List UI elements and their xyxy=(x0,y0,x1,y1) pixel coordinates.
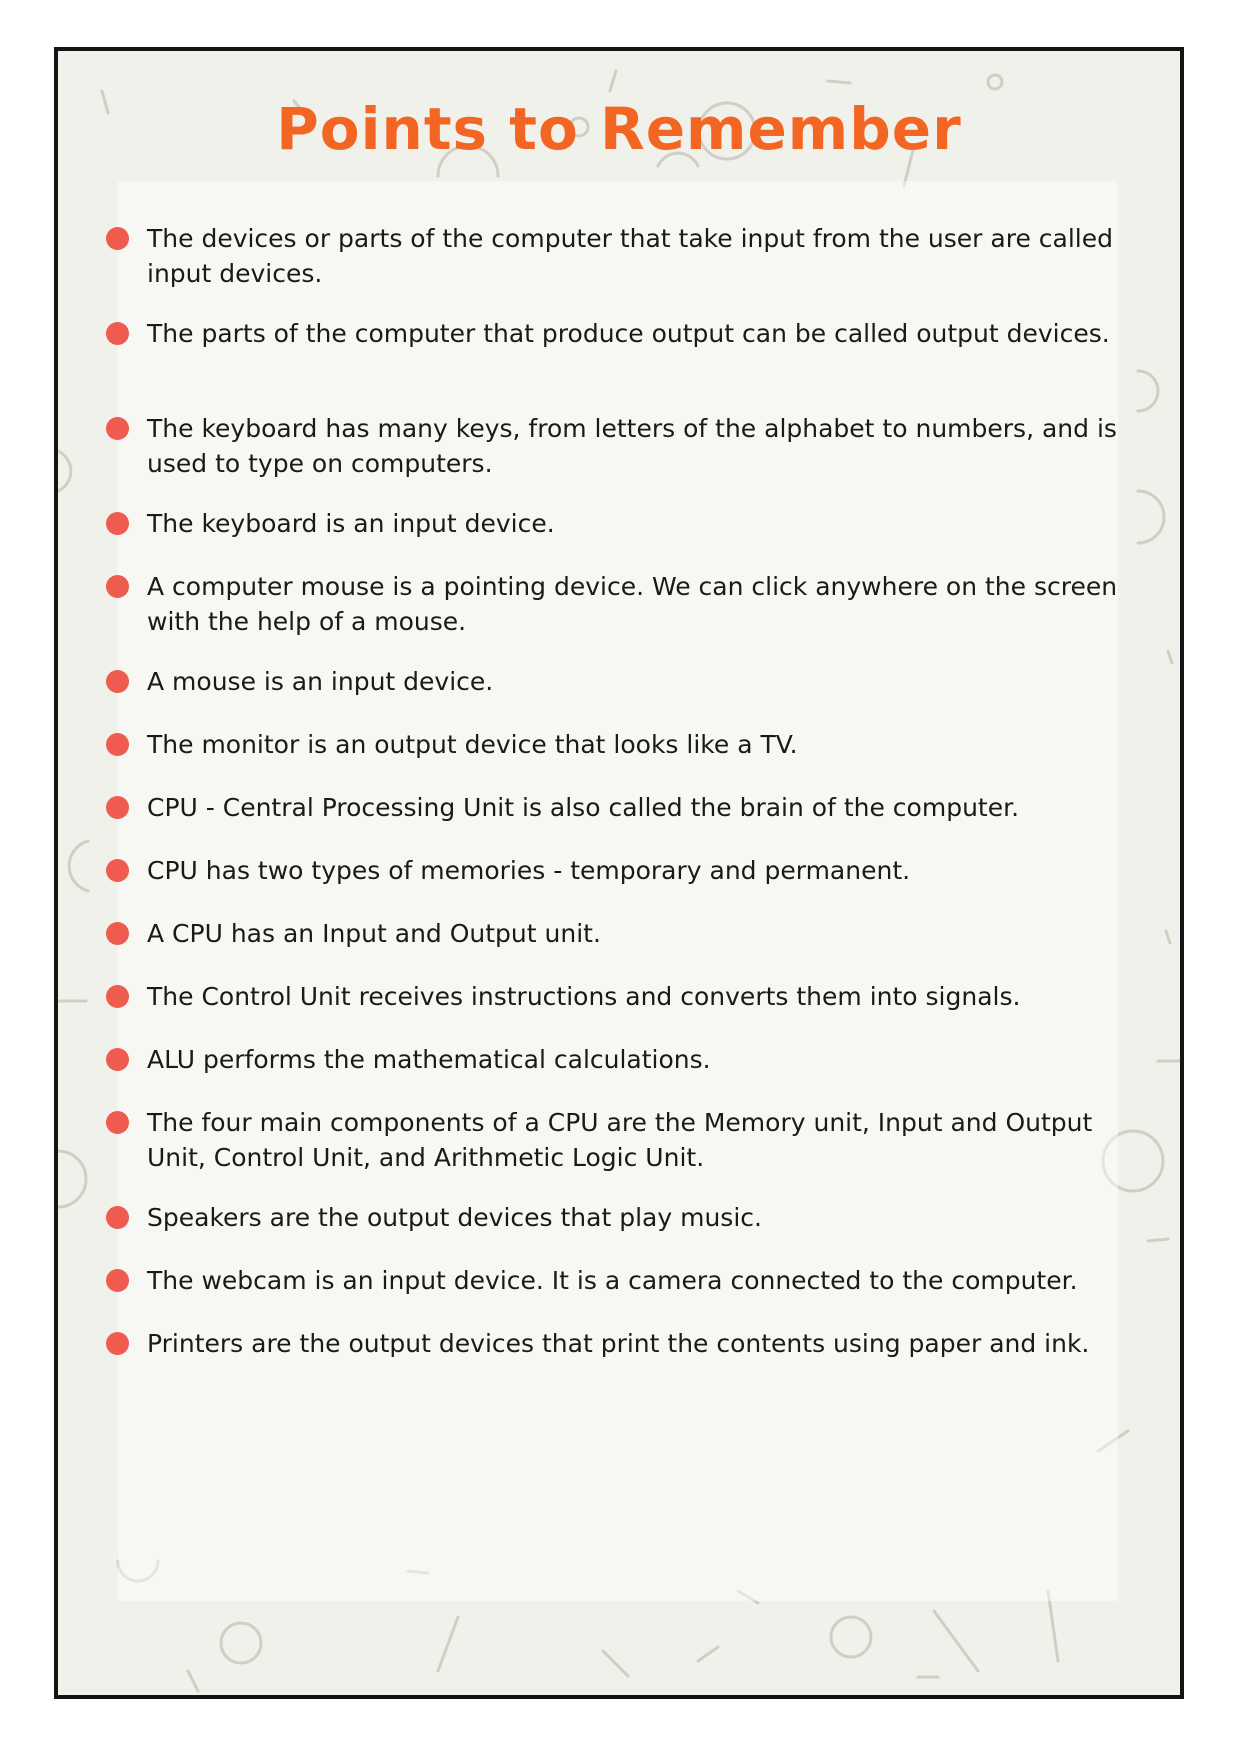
point-text: ALU performs the mathematical calculations. xyxy=(147,1045,711,1074)
doodle-line xyxy=(610,71,616,91)
doodle-line xyxy=(603,1651,628,1676)
list-item xyxy=(106,790,1146,825)
list-item xyxy=(106,1042,1146,1077)
point-text: The Control Unit receives instructions and converts them into signals. xyxy=(147,982,1021,1011)
list-item xyxy=(106,1263,1146,1298)
bullet-dot-icon xyxy=(106,1269,129,1292)
list-item xyxy=(106,1105,1146,1175)
bullet-dot-icon xyxy=(106,1048,129,1071)
bullet-dot-icon xyxy=(106,1332,129,1355)
list-item xyxy=(106,506,1146,541)
point-text: CPU - Central Processing Unit is also called the brain of the computer. xyxy=(147,793,1020,822)
bullet-dot-icon xyxy=(106,922,129,945)
doodle-line xyxy=(828,81,850,83)
doodle-circle xyxy=(831,1617,871,1657)
doodle-arc xyxy=(58,1151,86,1207)
list-item xyxy=(106,727,1146,762)
bordered-frame xyxy=(54,47,1184,1699)
page-title: Points to Remember xyxy=(276,95,962,163)
list-item xyxy=(106,979,1146,1014)
doodle-line xyxy=(698,1647,718,1661)
bullet-dot-icon xyxy=(106,985,129,1008)
bullet-dot-icon xyxy=(106,1206,129,1229)
doodle-circle xyxy=(221,1623,261,1663)
doodle-line xyxy=(438,1617,458,1671)
bullet-dot-icon xyxy=(106,733,129,756)
doodle-arc xyxy=(58,451,71,491)
bullet-dot-icon xyxy=(106,227,129,250)
list-item xyxy=(106,316,1146,351)
list-item xyxy=(106,664,1146,699)
doodle-line xyxy=(1148,1239,1168,1241)
list-item xyxy=(106,569,1146,639)
doodle-arc xyxy=(69,841,88,891)
point-text: CPU has two types of memories - temporary and permanent. xyxy=(147,856,911,885)
list-item xyxy=(106,1326,1146,1361)
point-text: A mouse is an input device. xyxy=(147,667,494,696)
doodle-line xyxy=(1048,1591,1058,1661)
point-text: A CPU has an Input and Output unit. xyxy=(147,919,601,948)
bullet-dot-icon xyxy=(106,512,129,535)
doodle-line xyxy=(934,1611,978,1671)
bullet-dot-icon xyxy=(106,859,129,882)
doodle-arc xyxy=(1138,371,1158,411)
point-text: A computer mouse is a pointing device. We can click anywhere on the screen with the help of a mouse. xyxy=(147,572,1118,636)
doodle-line xyxy=(1168,651,1172,663)
bullet-dot-icon xyxy=(106,796,129,819)
point-text: Printers are the output devices that print the contents using paper and ink. xyxy=(147,1329,1090,1358)
bullet-dot-icon xyxy=(106,670,129,693)
point-text: Speakers are the output devices that play music. xyxy=(147,1203,762,1232)
bullet-dot-icon xyxy=(106,417,129,440)
bullet-dot-icon xyxy=(106,1111,129,1134)
list-item xyxy=(106,411,1146,481)
list-item xyxy=(106,916,1146,951)
point-text: The devices or parts of the computer that take input from the user are called input devices. xyxy=(147,224,1113,288)
list-item xyxy=(106,853,1146,888)
point-text: The monitor is an output device that looks like a TV. xyxy=(147,730,798,759)
point-text: The webcam is an input device. It is a camera connected to the computer. xyxy=(147,1266,1078,1295)
doodle-line xyxy=(1166,931,1170,943)
point-text: The four main components of a CPU are the Memory unit, Input and Output Unit, Control Unit, and Arithmetic Logic Unit. xyxy=(147,1108,1093,1172)
doodle-circle xyxy=(988,75,1002,89)
point-text: The keyboard has many keys, from letters of the alphabet to numbers, and is used to type on computers. xyxy=(147,414,1117,478)
list-item xyxy=(106,1200,1146,1235)
bullet-dot-icon xyxy=(106,322,129,345)
list-item xyxy=(106,221,1146,291)
bullet-dot-icon xyxy=(106,575,129,598)
point-text: The keyboard is an input device. xyxy=(147,509,555,538)
content-panel xyxy=(118,181,1118,1601)
doodle-line xyxy=(188,1671,198,1691)
point-text: The parts of the computer that produce output can be called output devices. xyxy=(147,319,1110,348)
